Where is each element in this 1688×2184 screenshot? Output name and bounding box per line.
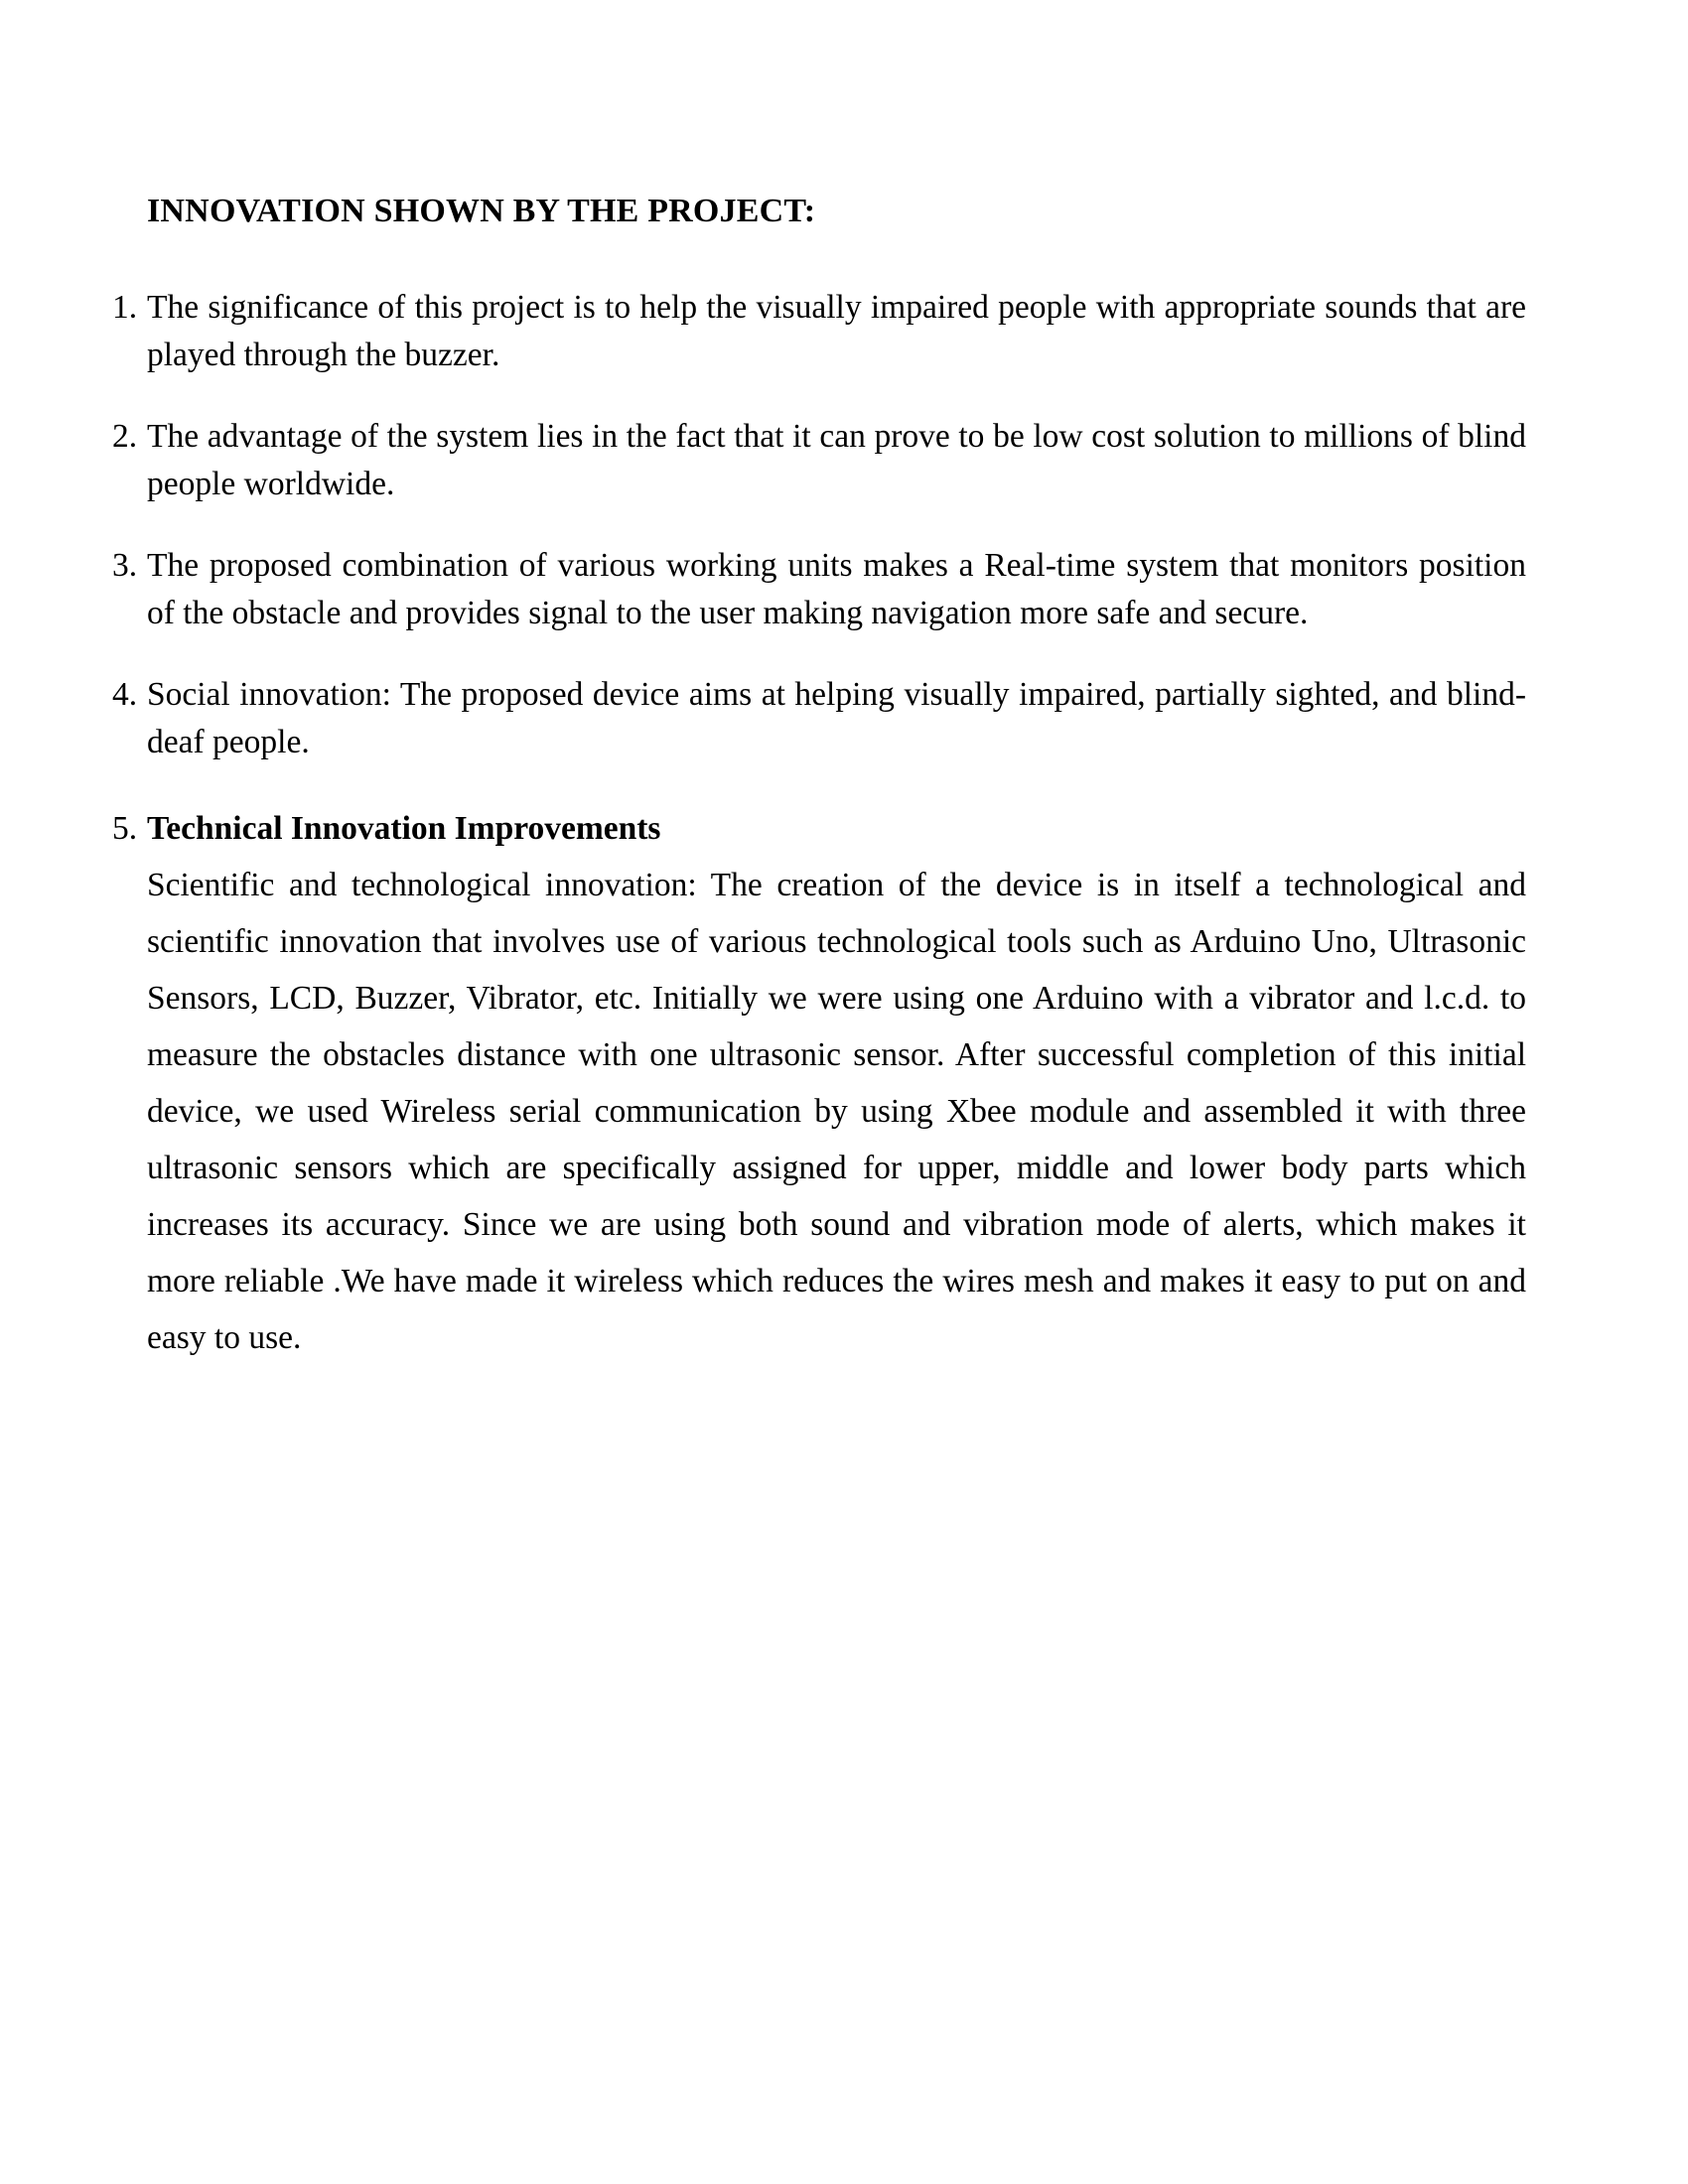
- item-1-number: 1.: [112, 289, 138, 326]
- list-item-1: [112, 284, 1526, 379]
- item-2-number: 2.: [112, 418, 138, 455]
- item-5-paragraph: Scientific and technological innovation: The creation of the device is in itself a technological and scientific innovation that involves use of various technological tools such as Arduino Uno, Ultrasonic Sensors, LCD, Buzzer, Vibrator, etc. Initially we were using one Arduino with a vibrator and l.c.d. to measure the obstacles distance with one ultrasonic sensor. After successful completion of this initial device, we used Wireless serial communication by using Xbee module and assembled it with three ultrasonic sensors which are specifically assigned for upper, middle and lower body parts which increases its accuracy. Since we are using both sound and vibration mode of alerts, which makes it more reliable .We have made it wireless which reduces the wires mesh and makes it easy to put on and easy to use.: [147, 867, 1526, 1356]
- list-item-3: [112, 542, 1526, 637]
- item-4-number: 4.: [112, 676, 138, 713]
- list-item-2: [112, 413, 1526, 508]
- list-item-5: [112, 800, 1526, 1366]
- list-item-4: [112, 671, 1526, 766]
- item-3-text: The proposed combination of various working units makes a Real-time system that monitors position of the obstacle and provides signal to the user making navigation more safe and secure.: [147, 547, 1526, 631]
- item-5-title: Technical Innovation Improvements: [147, 810, 661, 847]
- item-2-text: The advantage of the system lies in the fact that it can prove to be low cost solution to millions of blind people worldwide.: [147, 418, 1526, 502]
- item-5-number: 5.: [112, 810, 138, 847]
- numbered-list: [112, 284, 1526, 1366]
- item-4-text: Social innovation: The proposed device aims at helping visually impaired, partially sighted, and blind-deaf people.: [147, 676, 1526, 760]
- document-heading: INNOVATION SHOWN BY THE PROJECT:: [147, 193, 816, 229]
- item-1-text: The significance of this project is to help the visually impaired people with appropriate sounds that are played through the buzzer.: [147, 289, 1526, 373]
- item-3-number: 3.: [112, 547, 138, 584]
- item-5-content: [147, 800, 1526, 1366]
